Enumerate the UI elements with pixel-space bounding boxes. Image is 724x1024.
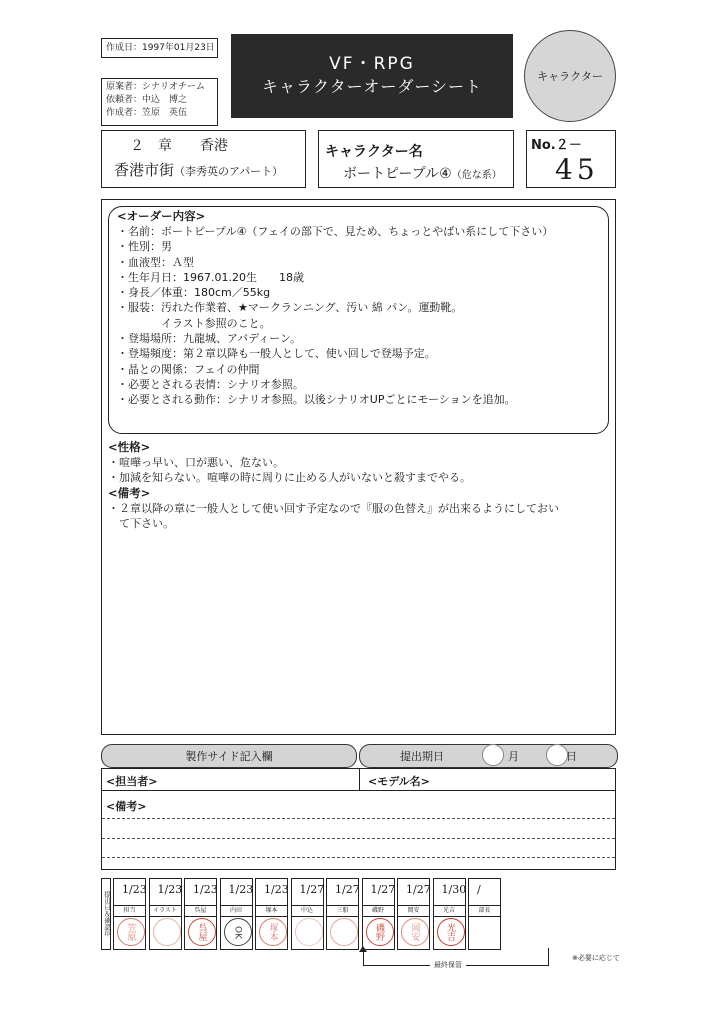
stamp-role: 中込 — [292, 905, 323, 917]
character-name-label: キャラクター名 — [325, 144, 423, 160]
stamp-column — [113, 878, 146, 950]
approval-seal: 岡安 — [401, 918, 429, 946]
number-label: No.２－ — [531, 138, 582, 153]
requester-line: 依頼者：中込 博之 — [106, 95, 188, 105]
submit-label: 提出期日 — [400, 750, 444, 763]
order-section — [108, 206, 609, 434]
stamp-role: 光吉 — [434, 905, 465, 917]
assignee-label: <担当者> — [106, 775, 158, 788]
stamp-date: / — [477, 883, 481, 896]
stamp-date: 1/23 — [122, 883, 147, 896]
order-line: ・性別：男 — [117, 240, 172, 254]
stamp-column — [468, 878, 501, 950]
character-name-box — [318, 130, 514, 188]
notes-label: <備考> — [106, 800, 147, 813]
approval-seal — [295, 918, 323, 946]
stamp-role: 呉屋 — [185, 905, 216, 917]
stamp-date: 1/27 — [370, 883, 396, 896]
stamp-role: 塚本 — [256, 905, 287, 917]
order-line: ・名前：ボートピープル④（フェイの部下で、見ため、ちょっとやばい系にして下さい） — [117, 225, 554, 238]
approval-seal: OK — [224, 918, 252, 946]
stamp-role: イラスト — [150, 905, 181, 917]
character-name-main: ボートピープル④ — [343, 166, 452, 182]
month-input[interactable] — [482, 744, 504, 766]
stamp-date: 1/23 — [193, 883, 218, 896]
day-input[interactable] — [546, 744, 568, 766]
stamp-date: 1/27 — [406, 883, 431, 896]
approval-seal: 笠原 — [117, 918, 145, 946]
order-line: ・必要とされる動作：シナリオ参照。以後シナリオUPごとにモーションを追加。 — [117, 393, 516, 407]
author-block — [101, 78, 218, 126]
order-line: ・必要とされる表情：シナリオ参照。 — [117, 377, 304, 391]
model-field[interactable] — [360, 769, 615, 791]
production-table — [101, 768, 616, 870]
stamp-column — [184, 878, 217, 950]
order-line: ・服装：汚れた作業着、★マークランニング、汚い 綿 パン。運動靴。 — [117, 301, 463, 315]
arrow-up-icon — [359, 946, 367, 952]
stamp-role: 担当 — [114, 905, 145, 917]
approval-seal: 塚本 — [259, 918, 287, 946]
assignee-field[interactable] — [102, 769, 360, 791]
personality-heading: <性格> — [108, 440, 151, 454]
remarks-heading: <備考> — [108, 485, 151, 500]
stamp-column — [397, 878, 430, 950]
notes-line[interactable] — [102, 857, 615, 858]
number-value: 45 — [555, 153, 599, 186]
character-name-sub: （危な系） — [451, 170, 502, 181]
order-line: ・身長／体重：180cm／55kg — [117, 286, 271, 300]
title-line2: キャラクターオーダーシート — [261, 77, 483, 96]
approval-seal: 呉屋 — [188, 918, 216, 946]
production-section — [101, 744, 616, 870]
month-label: 月 — [508, 750, 519, 763]
approval-seal: 光吉 — [437, 918, 465, 946]
personality-line: ・喧嘩っ早い、口が悪い、危ない。 — [108, 456, 284, 469]
order-line: ・晶との関係：フェイの仲間 — [117, 362, 260, 376]
stamp-date: 1/27 — [335, 883, 360, 896]
category-circle — [524, 30, 616, 122]
stamp-role: 三船 — [327, 905, 358, 917]
location-sub: （李秀英のアパート） — [174, 165, 284, 178]
title-line1: VF・RPG — [329, 54, 415, 74]
document-title — [231, 34, 513, 118]
author-line: 作成者：笠原 英伍 — [106, 108, 188, 118]
notes-line[interactable] — [102, 838, 615, 839]
chapter-title: ２ 章 香港 — [130, 138, 228, 154]
planner-line: 原案者：シナリオチーム — [106, 82, 205, 92]
notes-line[interactable] — [102, 818, 615, 819]
order-line: ・血液型：Ａ型 — [117, 255, 194, 269]
stamp-column — [220, 878, 253, 950]
stamp-column — [362, 878, 395, 950]
approval-seal — [330, 918, 358, 946]
approval-seal — [153, 918, 181, 946]
chapter-box — [101, 130, 306, 188]
approval-seal: 磯野 — [366, 918, 394, 946]
stamp-column — [149, 878, 182, 950]
stamp-date: 1/23 — [264, 883, 289, 896]
stamp-column — [326, 878, 359, 950]
model-label: <モデル名> — [368, 775, 430, 788]
order-line: イラスト参照のこと。 — [117, 316, 271, 330]
stamp-role: 磯野 — [363, 905, 394, 917]
stamp-column — [291, 878, 324, 950]
as-needed-note: ※必要に応じて — [572, 954, 620, 962]
remarks-line: ・２章以降の章に一般人として使い回す予定なので『服の色替え』が出来るようにしておい — [108, 501, 559, 515]
stamp-role: 部長 — [469, 905, 500, 917]
personality-remarks — [108, 440, 609, 531]
chapter-location — [114, 159, 283, 180]
approval-stamps — [101, 878, 623, 950]
stamp-role: 岡安 — [398, 905, 429, 917]
stamp-date: 1/27 — [299, 883, 325, 896]
production-side-header — [101, 744, 357, 768]
stamp-column — [255, 878, 288, 950]
personality-line: ・加減を知らない。喧嘩の時に周りに止める人がいないと殺すまでやる。 — [108, 471, 471, 485]
number-box — [526, 130, 616, 188]
remarks-line: て下さい。 — [108, 516, 174, 530]
order-heading: <オーダー内容> — [117, 209, 206, 223]
stamp-date: 1/23 — [157, 883, 183, 896]
order-line: ・登場場所：九龍城、アバディーン。 — [117, 332, 302, 346]
production-side-label: 製作サイド記入欄 — [185, 750, 273, 763]
created-date: 作成日：1997年01月23日 — [101, 38, 218, 58]
category-label: キャラクター — [537, 70, 603, 83]
stamp-date: 1/30 — [441, 883, 467, 896]
submit-date-header — [359, 744, 618, 768]
stamp-date: 1/23 — [228, 883, 254, 896]
character-name — [343, 163, 502, 183]
final-storage-label: 最終保管 — [430, 960, 466, 970]
stamp-side-label: 提出日＆確認印 — [101, 878, 111, 950]
stamp-role: 内田 — [221, 905, 252, 917]
order-line: ・登場頻度：第２章以降も一般人として、使い回しで登場予定。 — [117, 347, 436, 361]
location-main: 香港市街 — [114, 161, 175, 179]
stamp-column — [433, 878, 466, 950]
day-label: 日 — [566, 750, 577, 763]
order-line: ・生年月日：1967.01.20生 18歳 — [117, 270, 304, 284]
